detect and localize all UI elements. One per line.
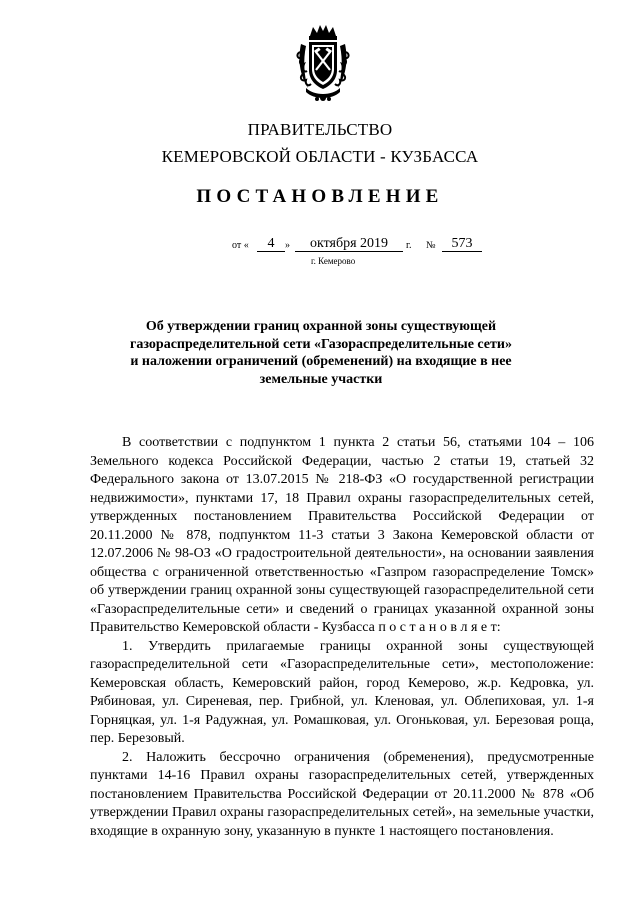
city-label: г. Кемерово: [311, 256, 356, 266]
title-line: земельные участки: [259, 371, 383, 387]
coat-of-arms-icon: [296, 22, 350, 104]
document-type: ПОСТАНОВЛЕНИЕ: [196, 186, 444, 207]
title-line: и наложении ограничений (обременений) на входящие в нее: [130, 354, 512, 369]
clause-1-paragraph: 1. Утвердить прилагаемые границы охранной зоны существующей газораспределительной сети «Газораспределительные сети», местоположение: Кемеровская область, Кемеровский район, город Кемерово, ж.р. Кедровка, ул. Рябиновая, ул. Сиреневая, пер. Грибной, ул. Кленовая, ул. Облепиховая, ул. 1-я Горняцкая, ул. 1-я Радужная, ул. Ромашковая, ул. Огоньковая, ул. Березовая роща, пер. Березовый.: [90, 638, 594, 746]
date-year-suffix: г.: [406, 240, 412, 251]
title-line: Об утверждении границ охранной зоны существующей: [145, 319, 497, 334]
date-close-quote: »: [285, 240, 290, 251]
date-prefix: от «: [232, 240, 249, 251]
date-month-year: октября 2019: [295, 236, 403, 252]
government-name-line2: КЕМЕРОВСКОЙ ОБЛАСТИ - КУЗБАССА: [161, 147, 479, 166]
government-name-line1: ПРАВИТЕЛЬСТВО: [247, 120, 393, 139]
document-body: [90, 434, 594, 841]
document-number: 573: [442, 236, 482, 252]
preamble-paragraph: В соответствии с подпунктом 1 пункта 2 статьи 56, статьями 104 – 106 Земельного кодекса Российской Федерации, частью 2 статьи 19, статьей 32 Федерального закона от 13.07.2015 № 218-ФЗ «О государственной регистрации недвижимости», пунктами 17, 18 Правил охраны газораспределительных сетей, утвержденных постановлением Правительства Российской Федерации от 20.11.2000 № 878, подпунктом 11-3 статьи 3 Закона Кемеровской области от 12.07.2006 № 98-ОЗ «О градостроительной деятельности», на основании заявления общества с ограниченной ответственностью «Газпром газораспределение Томск» об утверждении границ охранной зоны существующей газораспределительной сети «Газораспределительные сети» и сведений о границах указанной охранной зоны Правительство Кемеровской области - Кузбасса п о с т а н о в л я е т:: [90, 435, 594, 635]
number-sign: №: [426, 240, 436, 251]
date-day: 4: [257, 236, 285, 252]
document-title: [100, 318, 542, 388]
title-line: газораспределительной сети «Газораспределительные сети»: [130, 336, 512, 352]
clause-2-paragraph: 2. Наложить бессрочно ограничения (обременения), предусмотренные пунктами 14-16 Правил охраны газораспределительных сетей, утвержденных постановлением Правительства Российской Федерации от 20.11.2000 № 878 «Об утверждении Правил охраны газораспределительных сетей», на земельные участки, входящие в охранную зону, указанную в пункте 1 настоящего постановления.: [90, 749, 594, 839]
